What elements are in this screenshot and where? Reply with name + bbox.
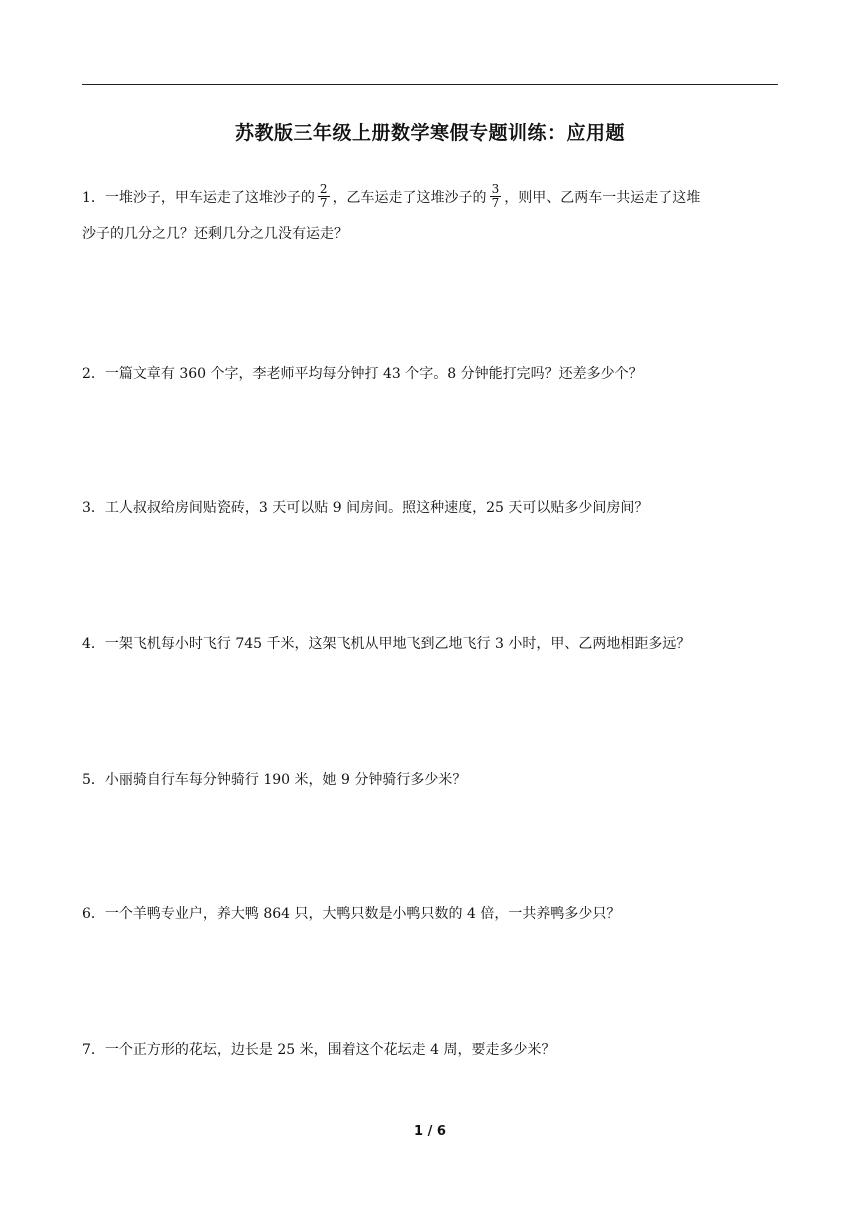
question-number: 5． [82,772,105,788]
question-text: ，乙车运走了这堆沙子的 [332,190,487,206]
fraction [318,183,330,210]
question-6 [82,896,782,932]
question-number: 6． [82,906,105,922]
question-4 [82,626,782,662]
question-7 [82,1032,782,1068]
question-text: 一堆沙子，甲车运走了这堆沙子的 [104,190,315,206]
question-1 [82,180,782,252]
question-text: 一个羊鸭专业户，养大鸭 864 只，大鸭只数是小鸭只数的 4 倍，一共养鸭多少只？ [104,906,621,922]
question-text: 一架飞机每小时飞行 745 千米，这架飞机从甲地飞到乙地飞行 3 小时，甲、乙两地相距多远？ [104,636,691,652]
question-number: 2． [82,366,105,382]
question-5 [82,762,782,798]
fraction-denominator: 7 [491,195,500,210]
fraction-numerator: 2 [319,181,328,196]
question-text: 工人叔叔给房间贴瓷砖，3 天可以贴 9 间房间。照这种速度，25 天可以贴多少间房间？ [104,500,649,516]
question-number: 3． [82,500,105,516]
question-number: 7． [82,1042,105,1058]
question-3 [82,490,782,526]
question-text: 一个正方形的花坛，边长是 25 米，围着这个花坛走 4 周，要走多少米？ [104,1042,556,1058]
question-number: 1． [82,190,105,206]
page-title: 苏教版三年级上册数学寒假专题训练：应用题 [234,122,625,144]
question-text: 一篇文章有 360 个字，李老师平均每分钟打 43 个字。8 分钟能打完吗？还差多少个？ [104,366,643,382]
question-text: 小丽骑自行车每分钟骑行 190 米，她 9 分钟骑行多少米？ [104,772,467,788]
question-text: ，则甲、乙两车一共运走了这堆 [504,190,701,206]
question-text-line2: 沙子的几分之几？还剩几分之几没有运走？ [82,226,348,242]
fraction [490,183,502,210]
fraction-numerator: 3 [491,181,500,196]
page-number: 1 / 6 [414,1124,446,1139]
header-rule [82,84,778,85]
question-number: 4． [82,636,105,652]
fraction-denominator: 7 [319,195,328,210]
question-2 [82,356,782,392]
